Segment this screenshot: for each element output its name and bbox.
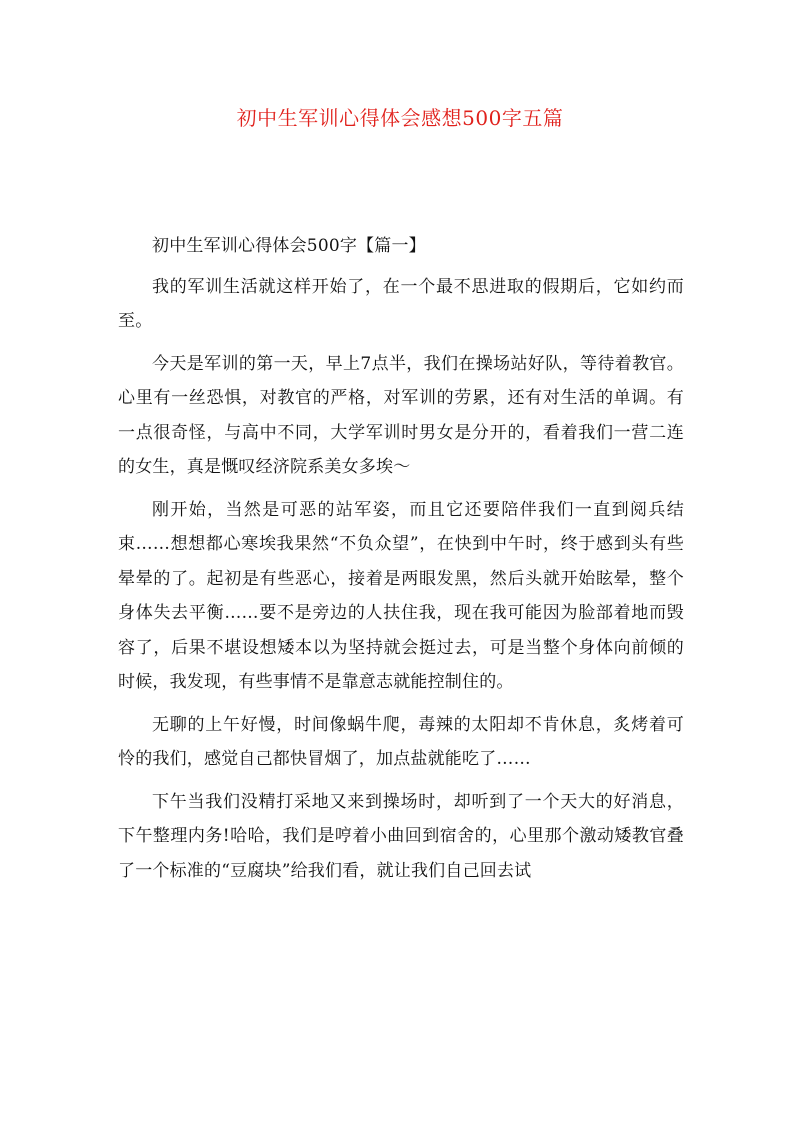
paragraph: 下午当我们没精打采地又来到操场时，却听到了一个天大的好消息，下午整理内务!哈哈，我们是哼着小曲回到宿舍的，心里那个激动矮教官叠了一个标准的“豆腐块”给我们看，就让我们自己回去试	[118, 791, 684, 881]
section-heading: 初中生军训心得体会500字【篇一】	[152, 236, 426, 256]
paragraph: 我的军训生活就这样开始了，在一个最不思进取的假期后，它如约而至。	[118, 276, 684, 331]
document-title: 初中生军训心得体会感想500字五篇	[236, 106, 564, 130]
document-body	[118, 229, 684, 896]
paragraph: 刚开始，当然是可恶的站军姿，而且它还要陪伴我们一直到阅兵结束……想想都心寒埃我果然“不负众望”，在快到中午时，终于感到头有些晕晕的了。起初是有些恶心，接着是两眼发黑，然后头就开始眩晕，整个身体失去平衡……要不是旁边的人扶住我，现在我可能因为脸部着地而毁容了，后果不堪设想矮本以为坚持就会挺过去，可是当整个身体向前倾的时候，我发现，有些事情不是靠意志就能控制住的。	[118, 499, 684, 692]
paragraph: 今天是军训的第一天，早上7点半，我们在操场站好队，等待着教官。心里有一丝恐惧，对教官的严格，对军训的劳累，还有对生活的单调。有一点很奇怪，与高中不同，大学军训时男女是分开的，看着我们一营二连的女生，真是慨叹经济院系美女多埃～	[118, 353, 684, 477]
paragraph: 无聊的上午好慢，时间像蜗牛爬，毒辣的太阳却不肯休息，炙烤着可怜的我们，感觉自己都快冒烟了，加点盐就能吃了……	[118, 714, 684, 769]
